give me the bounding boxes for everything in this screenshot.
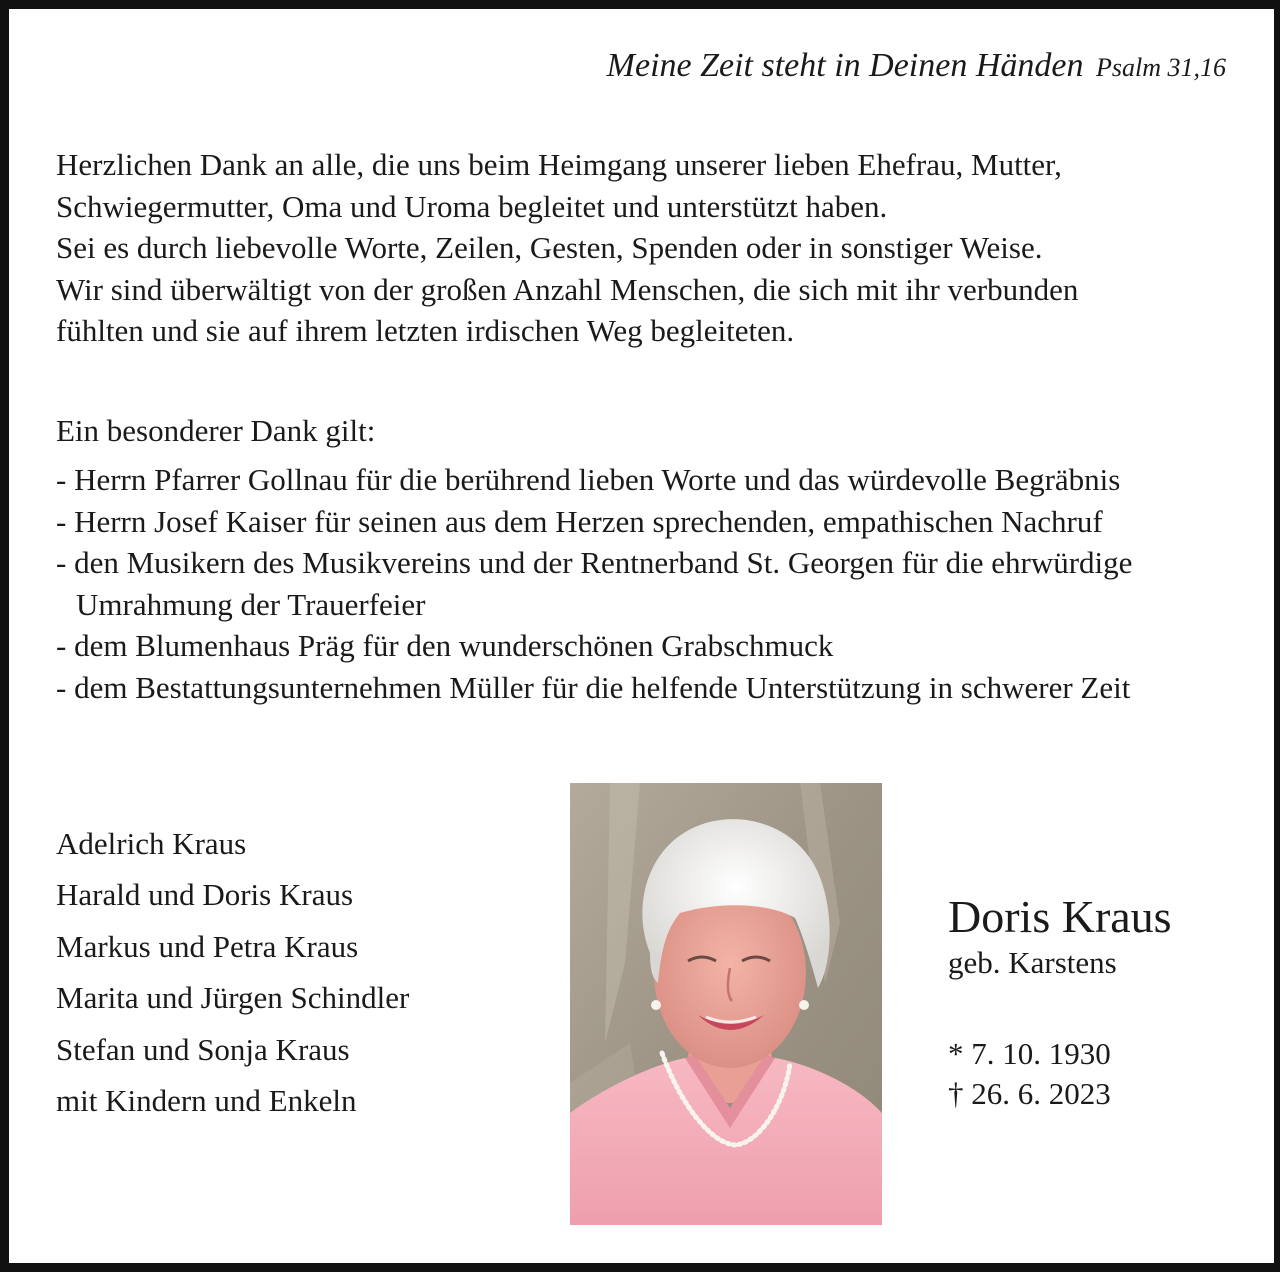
thanks-item: - Herrn Pfarrer Gollnau für die berührend lieben Worte und das würdevolle Begräbnis [56,462,1121,497]
deceased-name: Doris Kraus [948,891,1172,942]
family-member: Harald und Doris Kraus [56,877,354,913]
thank-you-paragraph [56,144,1236,352]
special-thanks-list [56,459,1246,708]
intro-line: fühlten und sie auf ihrem letzten irdischen Weg begleiteten. [56,313,795,348]
intro-line: Herzlichen Dank an alle, die uns beim Heimgang unserer lieben Ehefrau, Mutter, [56,147,1062,182]
intro-line: Wir sind überwältigt von der großen Anzahl Menschen, die sich mit ihr verbunden [56,271,1079,307]
family-member: Adelrich Kraus [56,826,247,861]
thanks-item-continuation: Umrahmung der Trauerfeier [76,586,426,622]
deceased-info [948,890,1172,1114]
verse-text: Meine Zeit steht in Deinen Händen [606,47,1084,84]
portrait-photo [570,783,882,1225]
birth-date: * 7. 10. 1930 [948,1036,1111,1071]
bible-verse [607,46,1226,88]
intro-line: Schwiegermutter, Oma und Uroma begleitet und unterstützt haben. [56,188,888,224]
family-member: Markus und Petra Kraus [56,928,359,964]
thanks-item: - dem Blumenhaus Präg für den wunderschönen Grabschmuck [56,628,834,663]
intro-line: Sei es durch liebevolle Worte, Zeilen, Gesten, Spenden oder in sonstiger Weise. [56,230,1043,265]
family-member: Marita und Jürgen Schindler [56,980,410,1016]
death-date: † 26. 6. 2023 [948,1076,1111,1111]
thanks-item: - Herrn Josef Kaiser für seinen aus dem Herzen sprechenden, empathischen Nachruf [56,503,1103,539]
life-dates [948,1034,1172,1114]
thanks-item: - den Musikern des Musikvereins und der Rentnerband St. Georgen für die ehrwürdige Umrahmung der Trauerfeier [56,542,1246,625]
family-signatures [56,818,409,1126]
special-thanks-heading: Ein besonderer Dank gilt: [56,413,376,448]
family-member: mit Kindern und Enkeln [56,1083,357,1119]
thanks-item: - dem Bestattungsunternehmen Müller für die helfende Unterstützung in schwerer Zeit [56,669,1131,705]
maiden-name: geb. Karstens [948,945,1117,980]
family-member: Stefan und Sonja Kraus [56,1031,350,1067]
verse-reference: Psalm 31,16 [1096,53,1226,82]
